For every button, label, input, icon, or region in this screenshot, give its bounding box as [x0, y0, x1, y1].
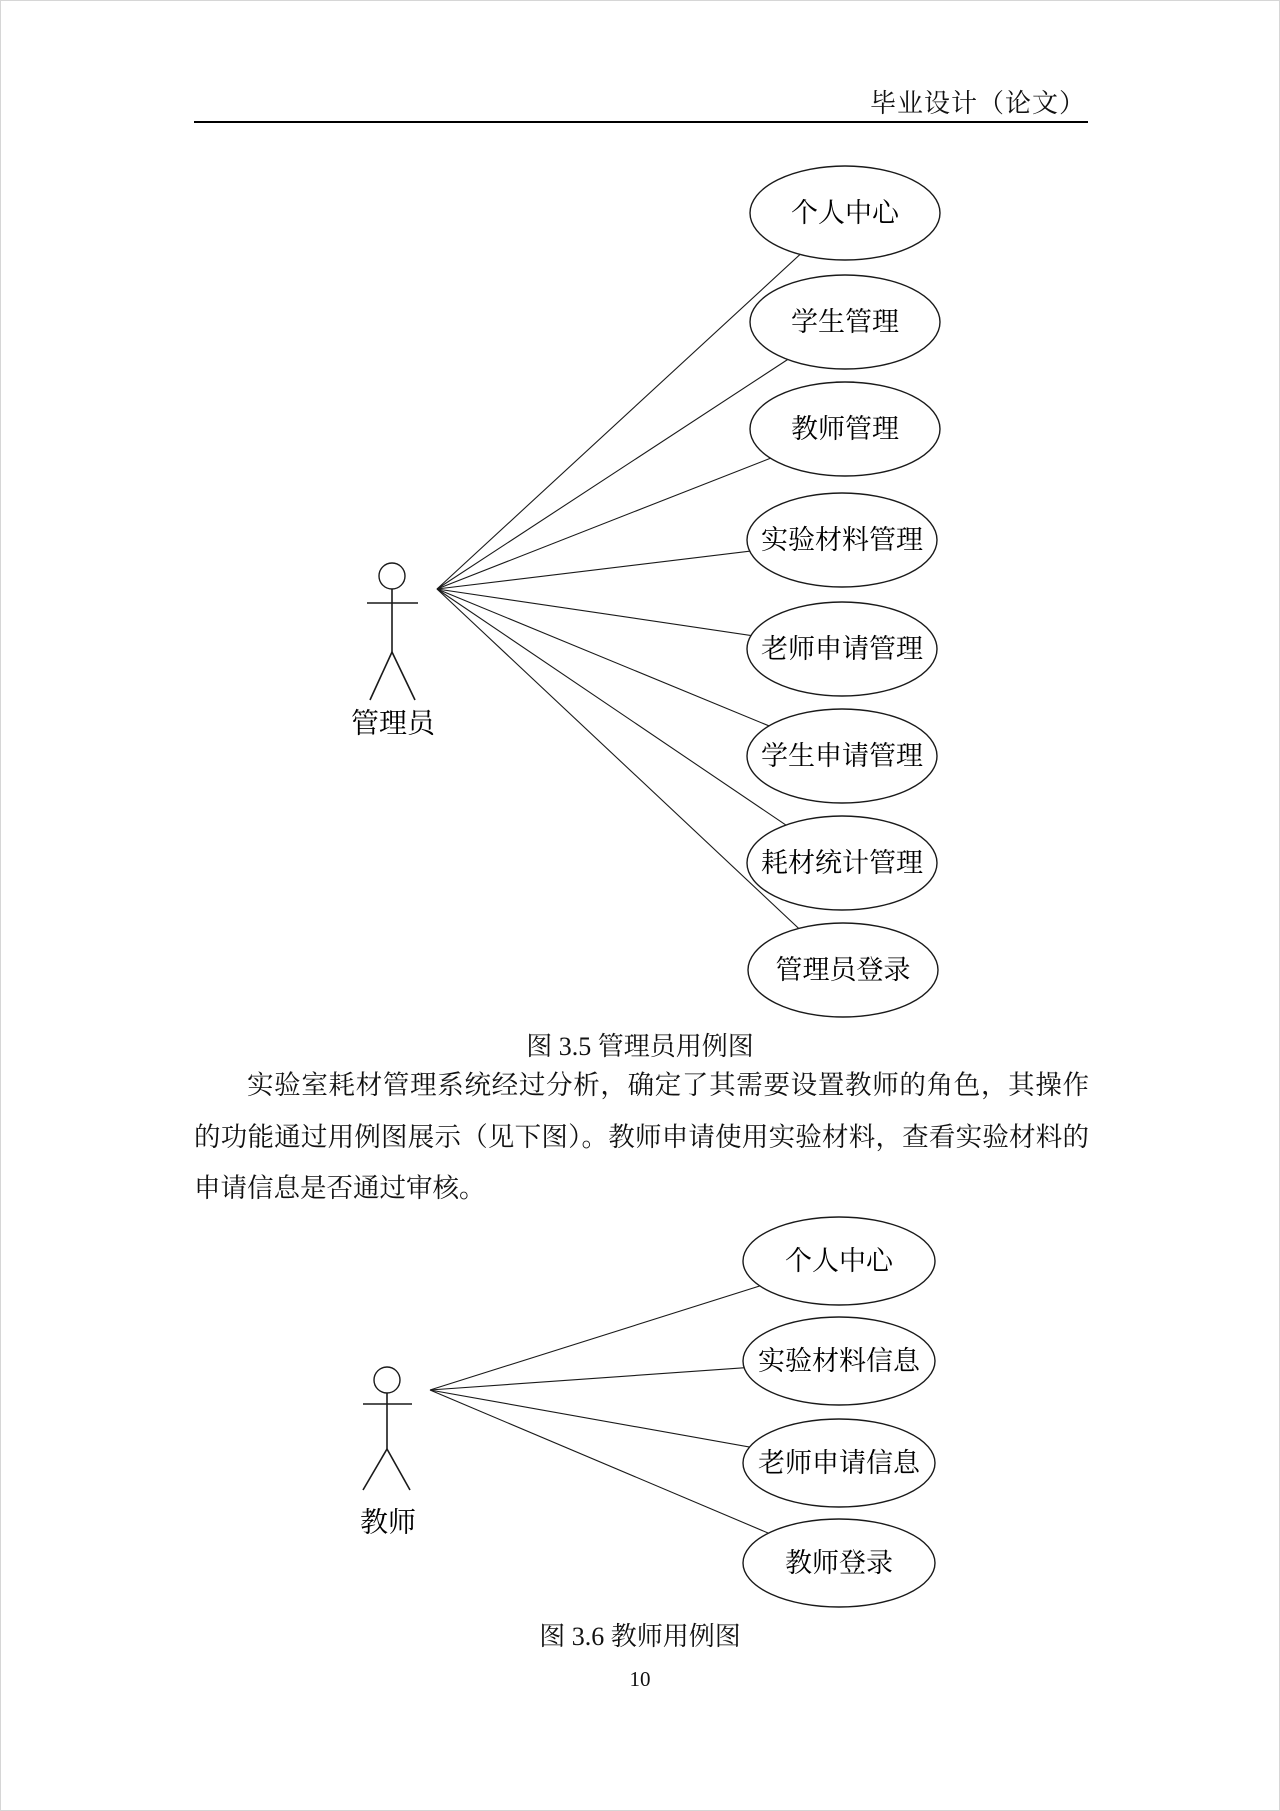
figure-3-6-caption: 图 3.6 教师用例图	[539, 1622, 741, 1651]
actor-figure	[360, 1367, 416, 1538]
actor-figure	[351, 563, 437, 739]
body-paragraph: 实验室耗材管理系统经过分析，确定了其需要设置教师的角色，其操作的功能通过用例图展示（见下图）。教师申请使用实验材料，查看实验材料的申请信息是否通过审核。	[194, 1070, 1089, 1203]
actor-leg	[363, 1449, 387, 1490]
use-case-diagram-1	[351, 166, 940, 1017]
actor-label: 管理员	[350, 707, 436, 739]
actor-leg	[370, 652, 392, 700]
actor-leg	[392, 652, 415, 700]
usecase-label: 耗材统计管理	[761, 848, 923, 878]
page-number: 10	[629, 1667, 651, 1691]
actor-head	[379, 563, 405, 589]
usecase-label: 管理员登录	[775, 955, 911, 985]
usecase-label: 实验材料管理	[761, 525, 923, 555]
actor-label: 教师	[359, 1506, 417, 1538]
usecase-label: 学生管理	[791, 307, 899, 337]
usecase-label: 个人中心	[791, 198, 899, 228]
actor-head	[374, 1367, 400, 1393]
header-title: 毕业设计（论文）	[869, 89, 1086, 118]
figure-3-5-caption: 图 3.5 管理员用例图	[526, 1032, 754, 1061]
usecase-label: 学生申请管理	[761, 741, 923, 771]
usecase-label: 教师登录	[785, 1548, 893, 1578]
usecase-label: 老师申请管理	[761, 634, 923, 664]
usecase-label: 老师申请信息	[758, 1448, 920, 1478]
use-case-diagram-2	[360, 1217, 935, 1607]
use-case-diagrams	[1, 1, 1279, 1810]
actor-leg	[387, 1449, 410, 1490]
usecase-label: 实验材料信息	[758, 1346, 920, 1376]
usecase-label: 教师管理	[791, 414, 899, 444]
usecase-label: 个人中心	[785, 1246, 893, 1276]
